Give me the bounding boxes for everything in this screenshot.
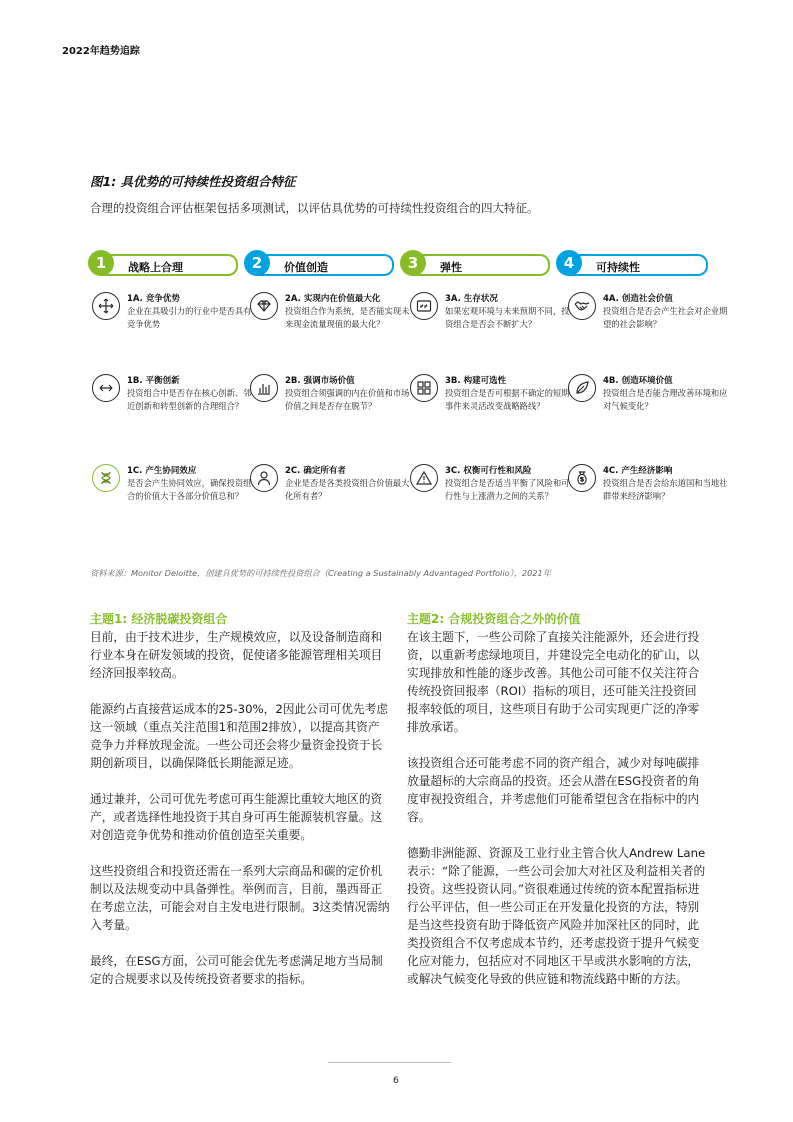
leaf-icon <box>568 374 596 402</box>
cell-description: 如果宏观环境与未来预期不同，投资组合是否会不断扩大？ <box>445 306 570 329</box>
paragraph: 目前，由于技术进步，生产规模效应，以及设备制造商和行业本身在研发领域的投资，促使诸多能源管理相关项目经济回报率较高。 <box>90 630 383 680</box>
cell-description: 投资组合中是否存在核心创新、邻近创新和转型创新的合理组合？ <box>127 388 252 411</box>
cell-title: 4C. 产生经济影响 <box>603 466 673 476</box>
pillar-4 <box>556 250 708 276</box>
cell-description: 投资组合作为系统，是否能实现未来现金流量现值的最大化？ <box>285 306 410 329</box>
cell-description: 是否会产生协同效应，确保投资组合的价值大于各部分价值总和？ <box>127 478 252 501</box>
figure-source: 资料来源：Monitor Deloitte，创建具优势的可持续性投资组合（Creating a Sustainably Advantaged Portfolio），2021年 <box>90 568 551 578</box>
pillar-label: 可持续性 <box>596 261 640 274</box>
cell-title: 2A. 实现内在价值最大化 <box>285 294 381 304</box>
pillar-number: 4 <box>556 250 582 276</box>
left-right-arrow-icon <box>92 374 120 402</box>
warning-icon <box>410 464 438 492</box>
paragraph: 最终，在ESG方面，公司可能会优先考虑满足地方当局制定的合规要求以及传统投资者要求的指标。 <box>90 954 383 986</box>
cell-description: 企业在具吸引力的行业中是否具有竞争优势 <box>127 306 252 329</box>
dna-icon <box>92 464 120 492</box>
cell-description: 投资组合须强调的内在价值和市场价值之间是否存在脱节？ <box>285 388 410 411</box>
pillar-number: 2 <box>244 250 270 276</box>
cell-title: 3C. 权衡可行性和风险 <box>445 466 532 476</box>
cell-title: 2C. 确定所有者 <box>285 466 346 476</box>
handshake-icon <box>568 292 596 320</box>
cell-description: 企业是否是各类投资组合价值最大化所有者？ <box>285 478 410 501</box>
cell-title: 3A. 生存状况 <box>445 294 498 304</box>
cell-description: 投资组合是否适当平衡了风险和可行性与上涨潜力之间的关系？ <box>445 478 570 501</box>
page-number: 6 <box>393 1076 399 1086</box>
pillar-1 <box>88 250 238 276</box>
left-column-heading: 主题1: 经济脱碳投资组合 <box>90 612 228 626</box>
pillar-2 <box>244 250 394 276</box>
footer-divider <box>328 1062 451 1063</box>
figure-title: 图1: 具优势的可持续性投资组合特征 <box>90 174 296 189</box>
paragraph: 能源约占直接营运成本的25-30%，2因此公司可优先考虑这一领域（重点关注范围1和范围2排放），以提高其资产竞争力并释放现金流。一些公司还会将少量资金投资于长期创新项目，以确保降低长期能源足迹。 <box>90 702 388 770</box>
cell-title: 2B. 强调市场价值 <box>285 376 355 386</box>
grid-icon <box>410 374 438 402</box>
right-column-heading: 主题2: 合规投资组合之外的价值 <box>407 612 581 626</box>
cell-description: 投资组合是否可根据不确定的短期事件来灵活改变战略路线？ <box>445 388 570 411</box>
cell-title: 4A. 创造社会价值 <box>603 294 673 304</box>
paragraph: 这些投资组合和投资还需在一系列大宗商品和碳的定价机制以及法规变动中具备弹性。举例而言，目前，墨西哥正在考虑立法，可能会对自主发电进行限制。3这类情况需纳入考量。 <box>90 864 390 932</box>
running-header: 2022年趋势追踪 <box>62 46 140 57</box>
cell-description: 投资组合是否能合理改善环境和应对气候变化？ <box>603 388 728 411</box>
money-bag-icon <box>568 464 596 492</box>
person-icon <box>250 464 278 492</box>
cell-title: 1A. 竞争优势 <box>127 294 180 304</box>
pillar-label: 弹性 <box>440 261 462 274</box>
cell-description: 投资组合是否会给东道国和当地社群带来经济影响？ <box>603 478 728 501</box>
pillar-label: 战略上合理 <box>128 261 183 274</box>
right-column <box>407 610 707 1006</box>
paragraph: 在该主题下，一些公司除了直接关注能源外，还会进行投资，以重新考虑绿地项目，并建设完全电动化的矿山，以实现排放和性能的逐步改善。其他公司可能不仅关注符合传统投资回报率（ROI）指标的项目，还可能关注投资回报率较低的项目，这些项目有助于公司实现更广泛的净零排放承诺。 <box>407 630 700 734</box>
pillar-label: 价值创造 <box>284 261 328 274</box>
paragraph: 通过兼并，公司可优先考虑可再生能源比重较大地区的资产，或者选择性地投资于其自身可再生能源装机容量。这对创造竞争优势和推动价值创造至关重要。 <box>90 792 383 842</box>
figure-subtitle: 合理的投资组合评估框架包括多项测试，以评估具优势的可持续性投资组合的四大特征。 <box>90 201 539 215</box>
paragraph: 该投资组合还可能考虑不同的资产组合，减少对每吨碳排放量超标的大宗商品的投资。还会从潜在ESG投资者的角度审视投资组合，并考虑他们可能希望包含在指标中的内容。 <box>407 756 700 824</box>
pillar-3 <box>400 250 550 276</box>
cell-description: 投资组合是否会产生社会对企业期望的社会影响？ <box>603 306 728 329</box>
bar-chart-icon <box>250 374 278 402</box>
cell-title: 3B. 构建可选性 <box>445 376 507 386</box>
paragraph: 德勤非洲能源、资源及工业行业主管合伙人Andrew Lane表示：“除了能源，一些公司会加大对社区及利益相关者的投资。这些投资认同。”资很难通过传统的资本配置指标进行公平评估，但一些公司正在开发量化投资的方法，特别是当这些投资有助于降低资产风险并加深社区的同时，此类投资组合不仅考虑成本节约，还考虑投资于提升气候变化应对能力，包括应对不同地区干旱或洪水影响的方法，或解决气候变化导致的供应链和物流线路中断的方法。 <box>407 846 706 986</box>
pillar-number: 3 <box>400 250 426 276</box>
diamond-icon <box>250 292 278 320</box>
move-arrows-icon <box>92 292 120 320</box>
cell-title: 1B. 平衡创新 <box>127 376 180 386</box>
quote-icon <box>410 292 438 320</box>
cell-title: 4B. 创造环境价值 <box>603 376 673 386</box>
pillar-number: 1 <box>88 250 114 276</box>
cell-title: 1C. 产生协同效应 <box>127 466 197 476</box>
left-column <box>90 610 390 1006</box>
